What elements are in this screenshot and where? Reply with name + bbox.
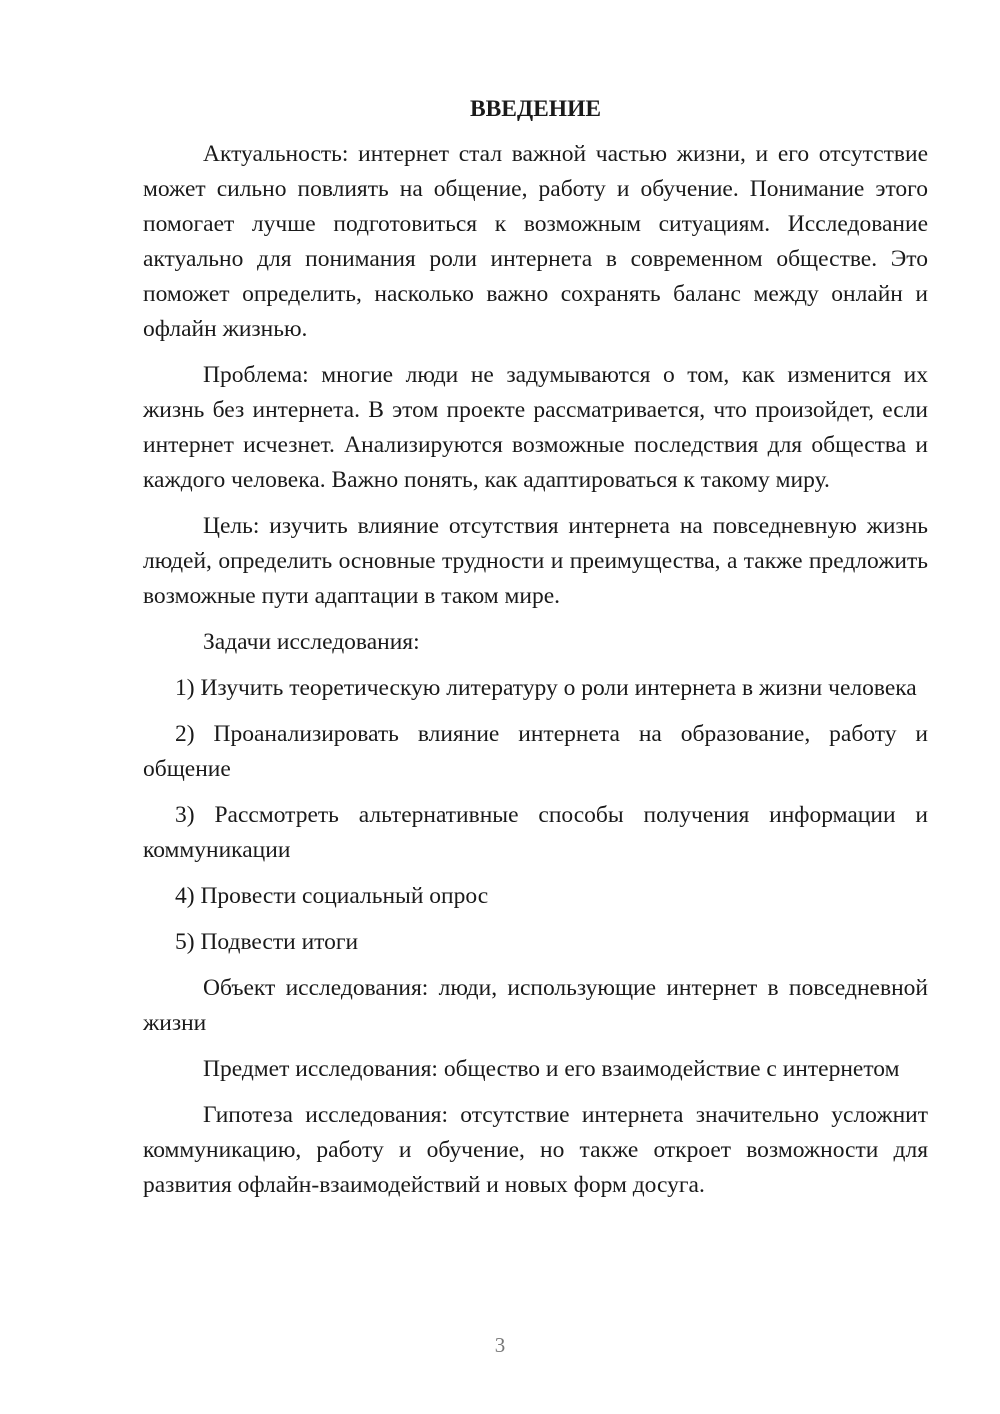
task-item-3: 3) Рассмотреть альтернативные способы получения информации и коммуникации [143, 802, 928, 863]
task-item-5: 5) Подвести итоги [175, 929, 359, 955]
hypothesis-paragraph: Гипотеза исследования: отсутствие интернета значительно усложнит коммуникацию, работу и обучение, но также откроет возможности для развития офлайн-взаимодействий и новых форм досуга. [143, 1102, 928, 1198]
section-heading: ВВЕДЕНИЕ [469, 96, 602, 122]
object-paragraph: Объект исследования: люди, использующие интернет в повседневной жизни [143, 975, 928, 1036]
document-page [143, 92, 928, 1214]
task-item-4: 4) Провести социальный опрос [175, 883, 489, 909]
goal-paragraph: Цель: изучить влияние отсутствия интернета на повседневную жизнь людей, определить основные трудности и преимущества, а также предложить возможные пути адаптации в таком мире. [143, 513, 928, 609]
relevance-paragraph: Актуальность: интернет стал важной частью жизни, и его отсутствие может сильно повлиять на общение, работу и обучение. Понимание этого помогает лучше подготовиться к возможным ситуациям. Исследование актуально для понимания роли интернета в современном обществе. Это поможет определить, насколько важно сохранять баланс между онлайн и офлайн жизнью. [143, 141, 928, 342]
task-item-2: 2) Проанализировать влияние интернета на образование, работу и общение [143, 721, 928, 782]
page-number: 3 [494, 1333, 506, 1357]
problem-paragraph: Проблема: многие люди не задумываются о том, как изменится их жизнь без интернета. В этом проекте рассматривается, что произойдет, если интернет исчезнет. Анализируются возможные последствия для общества и каждого человека. Важно понять, как адаптироваться к такому миру. [143, 362, 928, 493]
task-item-1: 1) Изучить теоретическую литературу о роли интернета в жизни человека [175, 675, 917, 701]
subject-paragraph: Предмет исследования: общество и его взаимодействие с интернетом [203, 1056, 900, 1082]
tasks-title: Задачи исследования: [203, 629, 420, 655]
